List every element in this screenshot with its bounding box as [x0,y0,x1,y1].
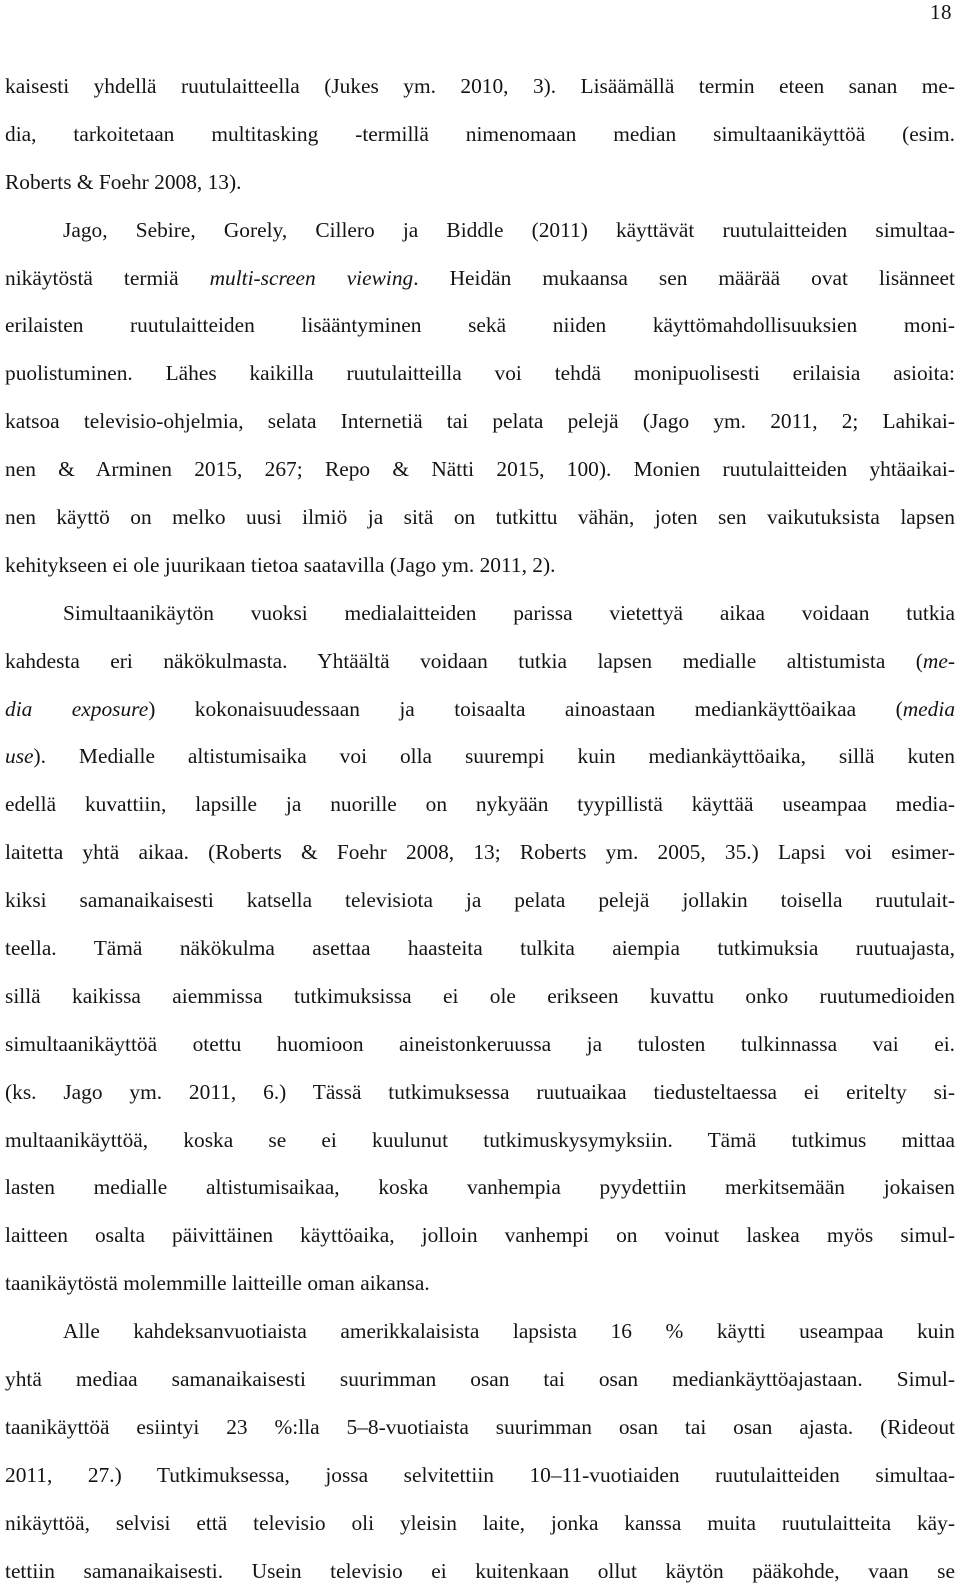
text-line [5,1212,955,1260]
text-line [5,1548,955,1596]
text-line [5,733,955,781]
text-segment: erilaisten ruutulaitteiden lisääntyminen sekä niiden käyttömahdollisuuksien moni- [5,313,955,338]
text-line [5,686,955,734]
text-segment: simultaanikäyttöä otettu huomioon aineistonkeruussa ja tulosten tulkinnassa vai ei. [5,1031,955,1056]
text-line [5,542,955,590]
text-line [5,1356,955,1404]
text-segment: nikäytöstä termiä [5,265,210,290]
text-line [5,350,955,398]
text-line [5,925,955,973]
text-segment: teella. Tämä näkökulma asettaa haasteita tulkita aiempia tutkimuksia ruutuajasta, [5,936,955,961]
text-line [5,446,955,494]
text-segment: Roberts & Foehr 2008, 13). [5,169,242,194]
text-segment: puolistuminen. Lähes kaikilla ruutulaitteilla voi tehdä monipuolisesti erilaisia asioita: [5,361,955,386]
text-segment: ). Medialle altistumisaika voi olla suurempi kuin mediankäyttöaika, sillä kuten [33,744,955,769]
text-line [5,1452,955,1500]
text-line [5,111,955,159]
text-segment: taanikäytöstä molemmille laitteille oman aikansa. [5,1271,430,1296]
text-line [5,302,955,350]
text-line [5,877,955,925]
text-line [5,255,955,303]
text-segment: kaisesti yhdellä ruutulaitteella (Jukes ym. 2010, 3). Lisäämällä termin eteen sanan me- [5,74,955,98]
text-segment: (ks. Jago ym. 2011, 6.) Tässä tutkimuksessa ruutuaikaa tiedusteltaessa ei eritelty si- [5,1079,955,1104]
text-segment: sillä kaikissa aiemmissa tutkimuksissa ei ole erikseen kuvattu onko ruutumedioiden [5,983,955,1008]
text-segment: Jago, Sebire, Gorely, Cillero ja Biddle (2011) käyttävät ruutulaitteiden simultaa- [63,217,955,242]
text-line [5,1069,955,1117]
text-segment: nikäyttöä, selvisi että televisio oli yleisin laite, jonka kanssa muita ruutulaitteita käy- [5,1510,955,1535]
text-line [5,781,955,829]
text-line [5,207,955,255]
text-segment: tettiin samanaikaisesti. Usein televisio ei kuitenkaan ollut käytön pääkohde, vaan se [5,1558,955,1583]
text-segment: edellä kuvattiin, lapsille ja nuorille on nykyään tyypillistä käyttää useampaa media- [5,792,955,817]
text-line [5,829,955,877]
text-segment: Simultaanikäytön vuoksi medialaitteiden parissa vietettyä aikaa voidaan tutkia [63,600,955,625]
text-segment: multaanikäyttöä, koska se ei kuulunut tutkimuskysymyksiin. Tämä tutkimus mittaa [5,1127,955,1152]
text-segment: kiksi samanaikaisesti katsella televisiota ja pelata pelejä jollakin toisella ruutulait- [5,888,955,913]
text-segment: Alle kahdeksanvuotiaista amerikkalaisista lapsista 16 % käytti useampaa kuin [63,1319,955,1344]
text-segment: nen & Arminen 2015, 267; Repo & Nätti 2015, 100). Monien ruutulaitteiden yhtäaikai- [5,457,955,482]
text-segment: katsoa televisio-ohjelmia, selata Internetiä tai pelata pelejä (Jago ym. 2011, 2; Lahikai- [5,409,955,434]
text-segment: dia, tarkoitetaan multitasking -termillä nimenomaan median simultaanikäyttöä (esim. [5,121,955,146]
text-segment: laitteen osalta päivittäinen käyttöaika, jolloin vanhempi on voinut laskea myös simul- [5,1223,955,1248]
text-line [5,63,955,111]
text-line [5,1500,955,1548]
italic-term: dia exposure [5,696,149,721]
italic-term: use [5,744,34,769]
text-line [5,1164,955,1212]
text-line [5,159,955,207]
text-line [5,973,955,1021]
text-segment: taanikäyttöä esiintyi 23 %:lla 5–8-vuotiaista suurimman osan tai osan ajasta. (Rideout [5,1414,955,1439]
text-segment: lasten medialle altistumisaikaa, koska vanhempia pyydettiin merkitsemään jokaisen [5,1175,955,1200]
text-line [5,494,955,542]
document-body [5,63,955,1596]
italic-term: me- [922,648,955,673]
text-segment: 2011, 27.) Tutkimuksessa, jossa selvitettiin 10–11-vuotiaiden ruutulaitteiden simultaa- [5,1462,955,1487]
italic-term: media [902,696,955,721]
text-line [5,398,955,446]
text-segment: kahdesta eri näkökulmasta. Yhtäältä voidaan tutkia lapsen medialle altistumista ( [5,648,923,673]
text-segment: nen käyttö on melko uusi ilmiö ja sitä on tutkittu vähän, joten sen vaikutuksista lapsen [5,505,955,530]
text-line [5,1308,955,1356]
text-segment: yhtä mediaa samanaikaisesti suurimman osan tai osan mediankäyttöajastaan. Simul- [5,1367,955,1392]
text-segment: . Heidän mukaansa sen määrää ovat lisänneet [413,265,955,290]
text-line [5,638,955,686]
text-segment: ) kokonaisuudessaan ja toisaalta ainoastaan mediankäyttöaikaa ( [148,696,903,721]
text-segment: laitetta yhtä aikaa. (Roberts & Foehr 2008, 13; Roberts ym. 2005, 35.) Lapsi voi esimer- [5,840,955,865]
text-line [5,1021,955,1069]
text-line [5,1404,955,1452]
text-line [5,1117,955,1165]
text-line [5,1260,955,1308]
page-number: 18 [930,0,952,24]
text-segment: kehitykseen ei ole juurikaan tietoa saatavilla (Jago ym. 2011, 2). [5,552,556,577]
text-line [5,590,955,638]
italic-term: multi-screen viewing [209,265,414,290]
